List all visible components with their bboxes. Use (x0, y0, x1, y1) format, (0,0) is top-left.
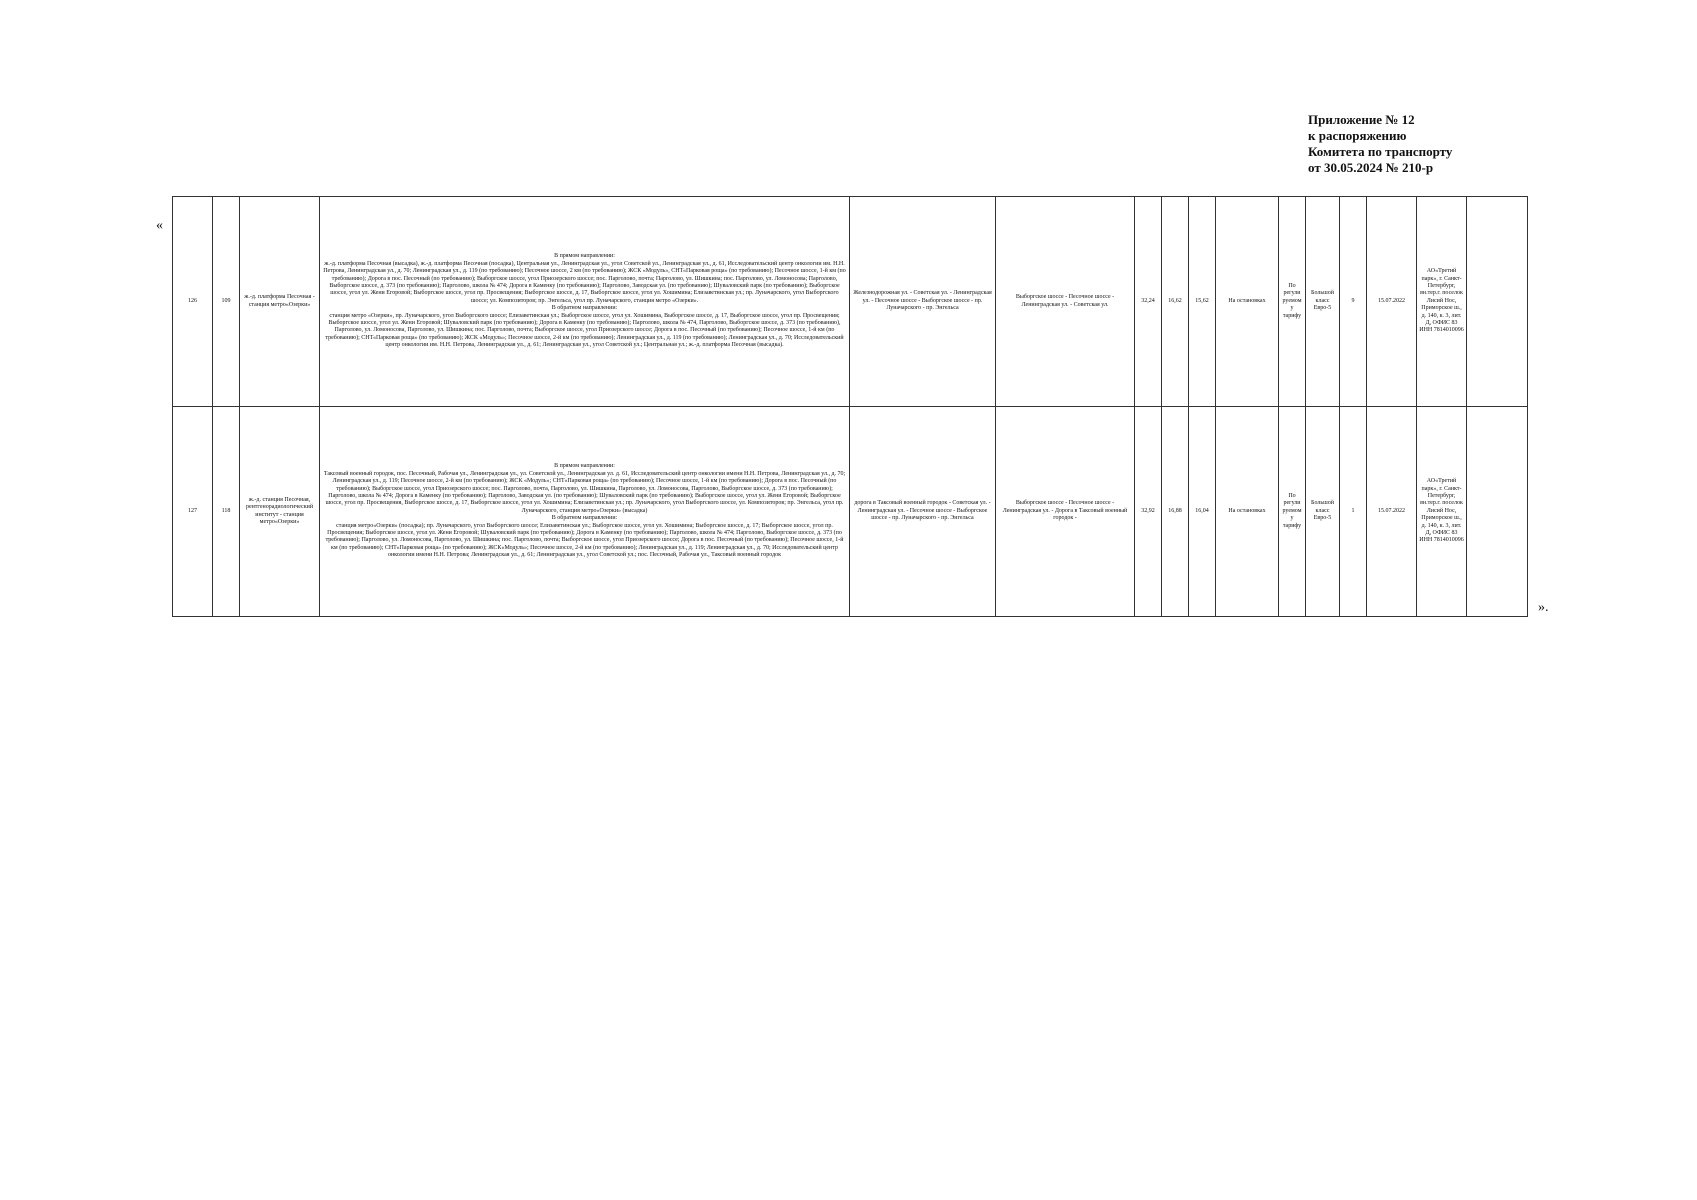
route-name: ж.-д. станция Песочная, рентгенорадиологический институт - станция метро«Озерки» (240, 407, 320, 617)
routes-table (172, 196, 1528, 617)
route-length-back: 16,04 (1189, 407, 1216, 617)
close-quote: ». (1538, 600, 1549, 615)
route-number: 109 (213, 197, 240, 407)
appendix-heading (1308, 112, 1452, 176)
appendix-committee: Комитета по транспорту (1308, 144, 1453, 159)
route-length-forward: 16,88 (1162, 407, 1189, 617)
route-streets-back: Выборгское шоссе - Песочное шоссе - Ленинградская ул. - Дорога в Таксовый военный городок - (996, 407, 1135, 617)
route-streets-back: Выборгское шоссе - Песочное шоссе - Ленинградская ул. - Советская ул. (996, 197, 1135, 407)
route-streets-forward: дорога в Таксовый военный городок - Советская ул. - Ленинградская ул. - Песочное шоссе - Выборгское шоссе - пр. Луначарского - пр. Энгельса (850, 407, 996, 617)
open-quote: « (156, 218, 163, 233)
vehicle-count: 1 (1340, 407, 1367, 617)
route-length-total: 32,24 (1135, 197, 1162, 407)
table-row (173, 197, 1528, 407)
route-length-forward: 16,62 (1162, 197, 1189, 407)
row-number: 126 (173, 197, 213, 407)
tariff-type: По регули руемом у тарифу (1279, 197, 1306, 407)
carrier-info: АО«Третий парк», г. Санкт-Петербург, вн.тер.г. поселок Лисий Нос, Приморское ш., д. 140, к. 3, лит. Д, ОФИС 83 ИНН 7814010096 (1417, 407, 1467, 617)
route-streets-forward: Железнодорожная ул. - Советская ул. - Ленинградская ул. - Песочное шоссе - Выборгское шоссе - пр. Луначарского - пр. Энгельса (850, 197, 996, 407)
empty-cell (1467, 197, 1528, 407)
route-name: ж.-д. платформа Песочная - станция метро«Озерки» (240, 197, 320, 407)
tariff-type: По регули руемом у тарифу (1279, 407, 1306, 617)
vehicle-class: Большой класс Евро-5 (1306, 407, 1340, 617)
vehicle-count: 9 (1340, 197, 1367, 407)
route-path: В прямом направлении: ж.-д. платформа Песочная (высадка), ж.-д. платформа Песочная (посадка), Центральная ул., Ленинградская ул., угол Советской ул., Ленинградская ул., д. 61, Исследовательский центр онкологии им. Н.Н. Петрова, Ленинградская ул., д. 70; Ленинградская ул., д. 119 (по требованию); Песочное шоссе, 2 км (по требованию); ЖСК «Модуль», СНТ«Парковая роща» (по требованию); Песочное шоссе, 1-й км (по требованию); Дорога в пос. Песочный (по требованию); Выборгское шоссе, угол Приозерского шоссе; пос. Парголово, почта; Парголово, ул. Шишкина; пос. Парголово, ул. Ломоносова; Парголово, Выборгское шоссе, д. 373 (по требованию); Парголово, школа № 474; Дорога в Каменку (по требованию); Парголово, Заводская ул. (по требованию); Шуваловский парк (по требованию); Выборгское шоссе, угол ул. Жени Егоровой; Выборгское шоссе, угол пр. Просвещения; Выборгское шоссе, д. 17, Выборгское шоссе, угол ул. Хошимина; Елизаветинская ул.; пр. Луначарского, угол Выборгского шоссе; ул. Композиторов; пр. Энгельса, угол пр. Луначарского, станция метро «Озерки». В обратном направлении: станция метро «Озерки», пр. Луначарского, угол Выборгского шоссе; Елизаветинская ул.; Выборгское шоссе, угол ул. Хошимина, Выборгское шоссе, д. 17, Выборгское шоссе, угол пр. Просвещения; Выборгское шоссе, угол ул. Жени Егоровой; Шуваловский парк (по требованию); Дорога в Каменку (по требованию); Парголово, школа № 474, Парголово, Выборгское шоссе, д. 373 (по требованию), Парголово, ул. Ломоносова, Парголово, ул. Шишкина; пос. Парголово, почта; Выборгское шоссе, угол Приозерского шоссе; Дорога в пос. Песочный (по требованию); Песочное шоссе, 1-й км (по требованию); СНТ«Парковая роща» (по требованию); ЖСК «Модуль»; Песочное шоссе, 2-й км (по требованию); Ленинградская ул., д. 119 (по требованию); Ленинградская ул., д. 70; Исследовательский центр онкологии им. Н.Н. Петрова, Ленинградская ул., д. 61; Ленинградская ул., угол Советской ул.; Центральная ул.; ж.-д. платформа Песочная (высадка). (320, 197, 850, 407)
carrier-info: АО«Третий парк», г. Санкт-Петербург, вн.тер.г. поселок Лисий Нос, Приморское ш., д. 140, к. 3, лит. Д, ОФИС 83 ИНН 7814010096 (1417, 197, 1467, 407)
route-length-total: 32,92 (1135, 407, 1162, 617)
start-date: 15.07.2022 (1367, 197, 1417, 407)
stop-order: На остановках (1216, 197, 1279, 407)
appendix-number: Приложение № 12 (1308, 112, 1415, 127)
route-length-back: 15,62 (1189, 197, 1216, 407)
route-number: 118 (213, 407, 240, 617)
vehicle-class: Большой класс Евро-5 (1306, 197, 1340, 407)
table-row (173, 407, 1528, 617)
appendix-order-line: к распоряжению (1308, 128, 1407, 143)
appendix-date: от 30.05.2024 № 210-р (1308, 160, 1434, 175)
route-path: В прямом направлении: Таксовый военный городок, пос. Песочный, Рабочая ул., Ленинградская ул., ул. Советской ул., Ленинградская ул. д. 61, Исследовательский центр онкологии имени Н.Н. Петрова, Ленинградская ул., д. 70; Ленинградская ул., д. 119; Песочное шоссе, 2-й км (по требованию); ЖСК «Модуль»; СНТ«Парковая роща» (по требованию); Песочное шоссе, 1-й км (по требованию); Дорога в пос. Песочный (по требованию); Выборгское шоссе, угол Приозерского шоссе; пос. Парголово, почта, Парголово, ул. Шишкина, Парголово, ул. Ломоносова, Парголово, Выборгское шоссе, д. 373 (по требованию); Парголово, школа № 474; Дорога в Каменку (по требованию); Парголово, Заводская ул. (по требованию); Шуваловский парк (по требованию); Выборгское шоссе, угол ул. Жени Егоровой; Выборгское шоссе, угол пр. Просвещения, Выборгское шоссе, д. 17, Выборгское шоссе, угол ул. Хошимина; Елизаветинская ул.; пр. Луначарского, угол Выборгского шоссе, ул. Композиторов; пр. Энгельса, угол пр. Луначарского, станция метро«Озерки» (высадка) В обратном направлении: станция метро«Озерки» (посадка); пр. Луначарского, угол Выборгского шоссе; Елизаветинская ул.; Выборгское шоссе, угол ул. Хошимина; Выборгское шоссе, д. 17; Выборгское шоссе, угол пр. Просвещения; Выборгское шоссе, угол ул. Жени Егоровой; Шуваловский парк (по требованию); Дорога в Каменку (по требованию); Парголово, школа № 474; Парголово, Выборгское шоссе, д. 373 (по требованию); Парголово, ул. Ломоносова, Парголово, ул. Шишкина; пос. Парголово, почта; Выборгское шоссе, угол Приозерского шоссе; Дорога в пос. Песочный (по требованию); Песочное шоссе, 1-й км (по требованию); СНТ«Парковая роща» (по требованию); ЖСК«Модуль»; Песочное шоссе, 2-й км (по требованию); Ленинградская ул., д. 119; Ленинградская ул., д. 70; Исследовательский центр онкологии имени Н.Н. Петрова; Ленинградская ул., д. 61; Ленинградская ул., угол Советской ул.; пос. Песочный, Рабочая ул., Таксовый военный городок (320, 407, 850, 617)
start-date: 15.07.2022 (1367, 407, 1417, 617)
empty-cell (1467, 407, 1528, 617)
row-number: 127 (173, 407, 213, 617)
stop-order: На остановках (1216, 407, 1279, 617)
